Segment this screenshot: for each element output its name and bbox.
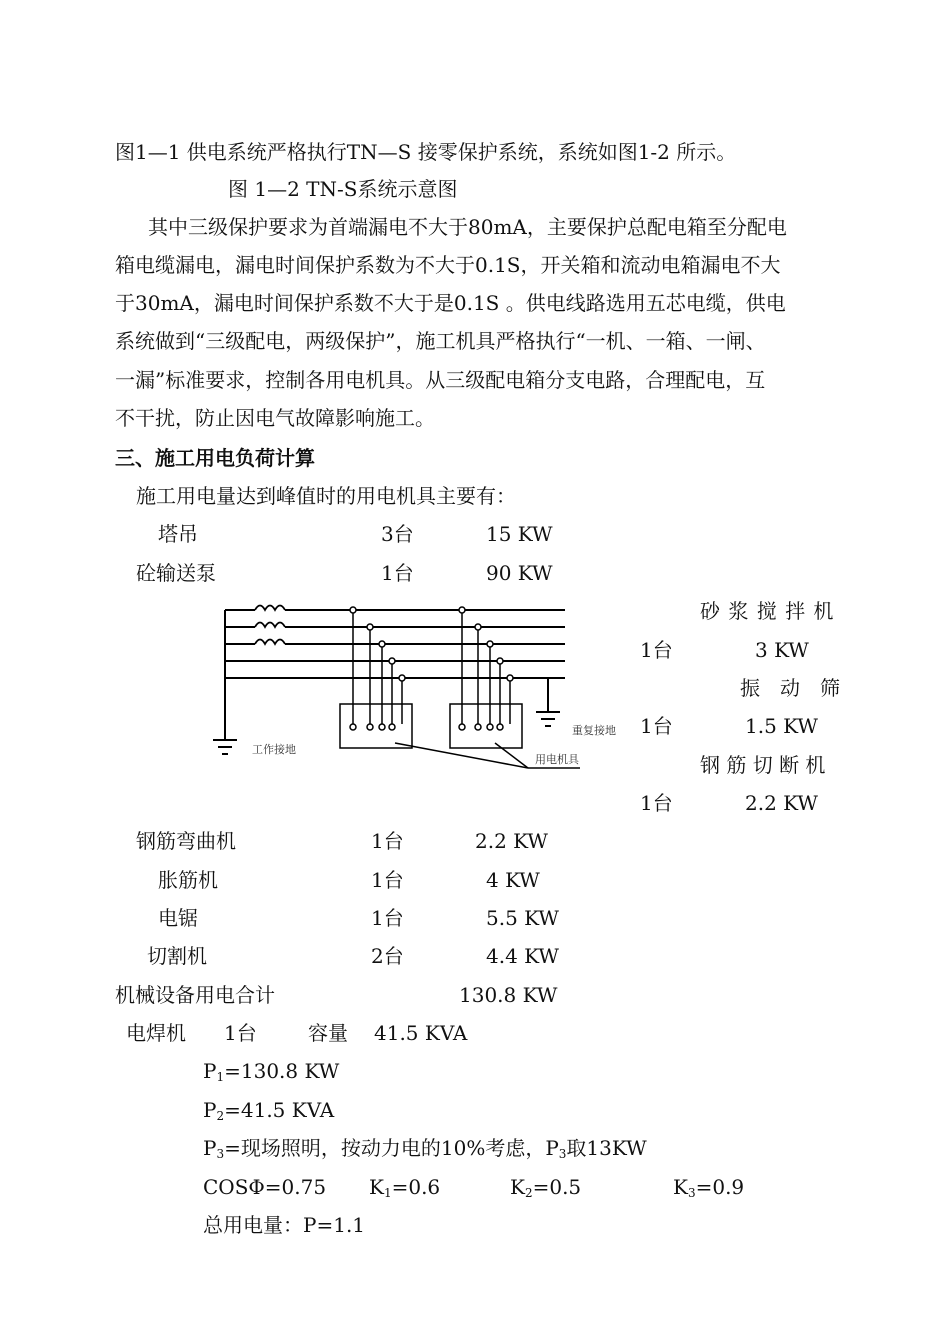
total-label: 机械设备用电合计 xyxy=(115,983,275,1007)
body-line-4: 系统做到“三级配电，两级保护”，施工机具严格执行“一机、一箱、一闸、 xyxy=(115,329,766,353)
equipment-power: 2.2 KW xyxy=(475,829,548,853)
equipment-name: 电锯 xyxy=(158,906,198,930)
tn-s-system-diagram xyxy=(210,600,630,800)
repeat-ground-label: 重复接地 xyxy=(572,724,616,737)
equipment-power: 90 KW xyxy=(486,561,553,585)
formula-k3: $K_3=0.9$ xyxy=(673,1175,745,1200)
equipment-name: 钢筋弯曲机 xyxy=(136,829,236,853)
body-line-5: 一漏”标准要求，控制各用电机具。从三级配电箱分支电路，合理配电，互 xyxy=(115,368,766,392)
equipment-qty: 1台 xyxy=(371,906,404,930)
body-line-6: 不干扰，防止因电气故障影响施工。 xyxy=(115,406,435,430)
equipment-power: 15 KW xyxy=(486,522,553,546)
equipment-name: 砼输送泵 xyxy=(136,561,216,585)
formula-k2: $K_2=0.5$ xyxy=(510,1175,582,1200)
transformer-coil-icons xyxy=(255,604,285,650)
formula-total: 总用电量：P=1.1 xyxy=(203,1213,366,1237)
total-value: 130.8 KW xyxy=(459,983,558,1007)
equipment-qty: 1台 xyxy=(381,561,414,585)
formula-p2: $P_2=41.5$ KVA xyxy=(203,1098,335,1123)
equipment-qty: 1台 xyxy=(371,868,404,892)
body-line-2: 箱电缆漏电，漏电时间保护系数为不大于0.1S，开关箱和流动电箱漏电不大 xyxy=(115,253,781,277)
equipment-qty: 1台 xyxy=(640,791,673,815)
ground-icon xyxy=(213,740,237,754)
section-heading: 三、施工用电负荷计算 xyxy=(115,446,315,470)
formula-p1: $P_1=130.8$ KW xyxy=(203,1059,340,1084)
body-line-1: 其中三级保护要求为首端漏电不大于80mA，主要保护总配电箱至分配电 xyxy=(148,215,787,239)
equipment-power: 2.2 KW xyxy=(745,791,818,815)
welder-qty: 1台 xyxy=(224,1021,257,1045)
equipment-name: 切割机 xyxy=(147,944,207,968)
ground-icon xyxy=(536,712,560,726)
equipment-power: 4.4 KW xyxy=(486,944,559,968)
figure-1-1-caption: 图1—1 供电系统严格执行TN—S 接零保护系统，系统如图1-2 所示。 xyxy=(115,140,737,164)
equipment-name: 砂 浆 搅 拌 机 xyxy=(700,599,834,623)
figure-1-2-caption: 图 1—2 TN-S系统示意图 xyxy=(228,177,458,201)
equipment-name: 胀筋机 xyxy=(158,868,218,892)
equipment-qty: 1台 xyxy=(640,638,673,662)
formula-k1: $K_1=0.6$ xyxy=(369,1175,441,1200)
formula-cos: COSΦ=0.75 xyxy=(203,1175,327,1199)
equipment-qty: 3台 xyxy=(381,522,414,546)
equipment-label: 用电机具 xyxy=(535,753,579,766)
equipment-qty: 2台 xyxy=(371,944,404,968)
equipment-qty: 1台 xyxy=(640,714,673,738)
work-ground-label: 工作接地 xyxy=(252,743,296,756)
formula-p3: $P_3=$现场照明，按动力电的10%考虑，$P_3$取13KW xyxy=(203,1136,647,1161)
equipment-intro: 施工用电量达到峰值时的用电机具主要有： xyxy=(136,484,516,508)
welder-capacity: 41.5 KVA xyxy=(374,1021,468,1045)
equipment-qty: 1台 xyxy=(371,829,404,853)
equipment-power: 1.5 KW xyxy=(745,714,818,738)
equipment-name: 塔吊 xyxy=(158,522,198,546)
equipment-name: 振 动 筛 xyxy=(740,676,840,700)
welder-capacity-label: 容量 xyxy=(308,1021,348,1045)
equipment-power: 3 KW xyxy=(755,638,809,662)
equipment-power: 4 KW xyxy=(486,868,540,892)
body-line-3: 于30mA，漏电时间保护系数不大于是0.1S 。供电线路选用五芯电缆，供电 xyxy=(115,291,786,315)
equipment-name: 钢 筋 切 断 机 xyxy=(700,753,826,777)
equipment-power: 5.5 KW xyxy=(486,906,559,930)
welder-name: 电焊机 xyxy=(126,1021,186,1045)
